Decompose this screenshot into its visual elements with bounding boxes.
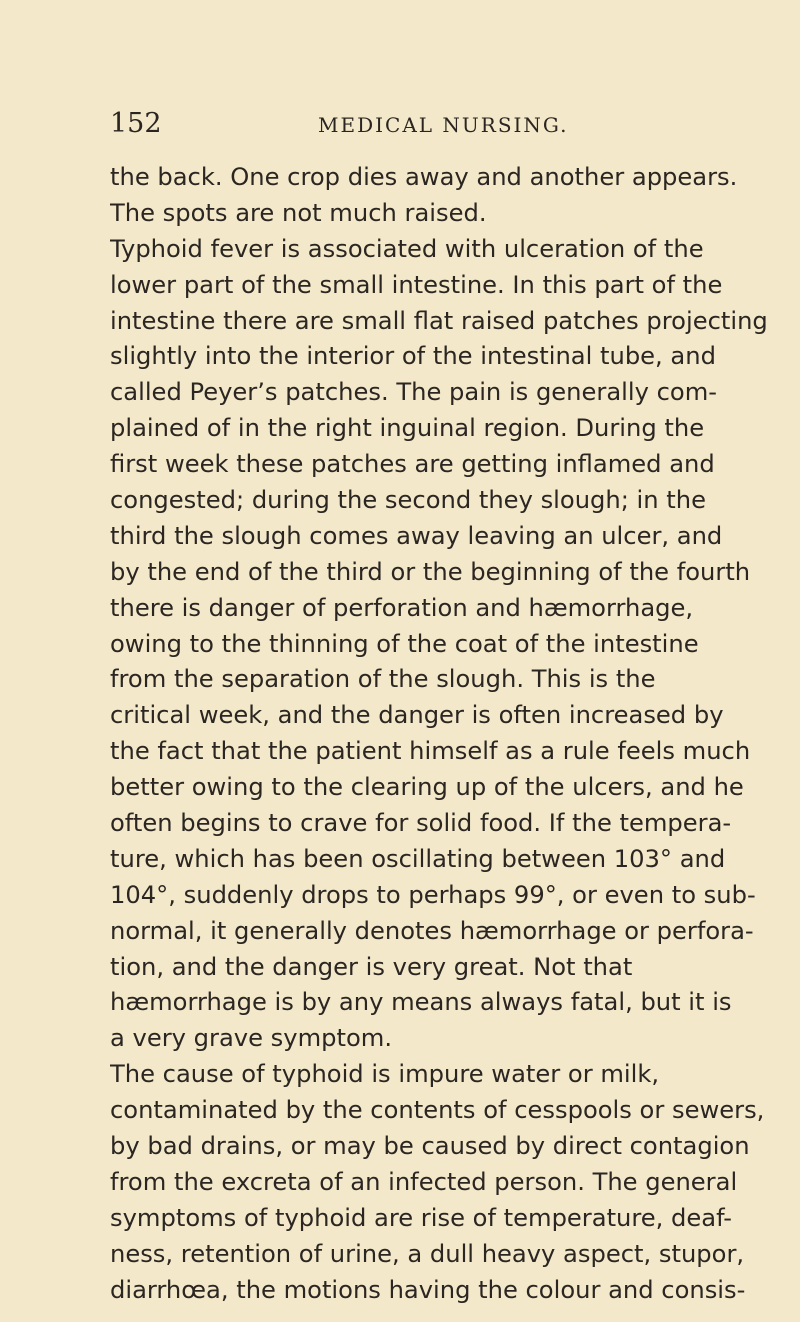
running-title: MEDICAL NURSING. <box>318 113 569 137</box>
page-number: 152 <box>110 108 162 139</box>
text-line: by the end of the third or the beginning of the fourth <box>110 557 751 586</box>
text-line: congested; during the second they slough; in the <box>110 486 706 515</box>
text-line: from the excreta of an infected person. The general <box>110 1167 738 1196</box>
running-head <box>110 108 770 144</box>
text-line: tion, and the danger is very great. Not that <box>110 952 633 981</box>
text-line: lower part of the small intestine. In this part of the <box>110 270 723 299</box>
text-line: called Peyer’s patches. The pain is generally com- <box>110 378 717 407</box>
text-line: normal, it generally denotes hæmorrhage or perfora- <box>110 916 754 945</box>
text-line: 104°, suddenly drops to perhaps 99°, or even to sub- <box>110 880 756 909</box>
text-line: hæmorrhage is by any means always fatal, but it is <box>110 988 732 1017</box>
text-line: first week these patches are getting inflamed and <box>110 450 715 479</box>
text-line: critical week, and the danger is often increased by <box>110 701 724 730</box>
text-line: often begins to crave for solid food. If the tempera- <box>110 809 732 838</box>
text-line: by bad drains, or may be caused by direct contagion <box>110 1132 750 1161</box>
text-line: the back. One crop dies away and another appears. <box>110 163 738 191</box>
text-line: third the slough comes away leaving an ulcer, and <box>110 521 723 550</box>
text-line: The spots are not much raised. <box>110 198 487 227</box>
text-line: from the separation of the slough. This is the <box>110 665 656 694</box>
text-line: owing to the thinning of the coat of the intestine <box>110 629 699 658</box>
text-line: Typhoid fever is associated with ulceration of the <box>110 234 704 263</box>
text-line: a very grave symptom. <box>110 1024 393 1053</box>
text-line: intestine there are small flat raised patches projecting <box>110 306 768 335</box>
text-line: ness, retention of urine, a dull heavy aspect, stupor, <box>110 1239 745 1268</box>
body-text <box>110 160 790 1309</box>
text-line: slightly into the interior of the intestinal tube, and <box>110 342 716 371</box>
text-line: symptoms of typhoid are rise of temperature, deaf- <box>110 1203 733 1232</box>
text-line: the fact that the patient himself as a rule feels much <box>110 737 751 766</box>
text-line: ture, which has been oscillating between 103° and <box>110 844 726 873</box>
text-line: contaminated by the contents of cesspools or sewers, <box>110 1096 765 1125</box>
text-line: better owing to the clearing up of the ulcers, and he <box>110 773 744 802</box>
text-line: diarrhœa, the motions having the colour and consis- <box>110 1275 746 1304</box>
text-line: plained of in the right inguinal region. During the <box>110 414 705 443</box>
text-line: The cause of typhoid is impure water or milk, <box>110 1060 660 1089</box>
text-line: there is danger of perforation and hæmorrhage, <box>110 593 694 622</box>
